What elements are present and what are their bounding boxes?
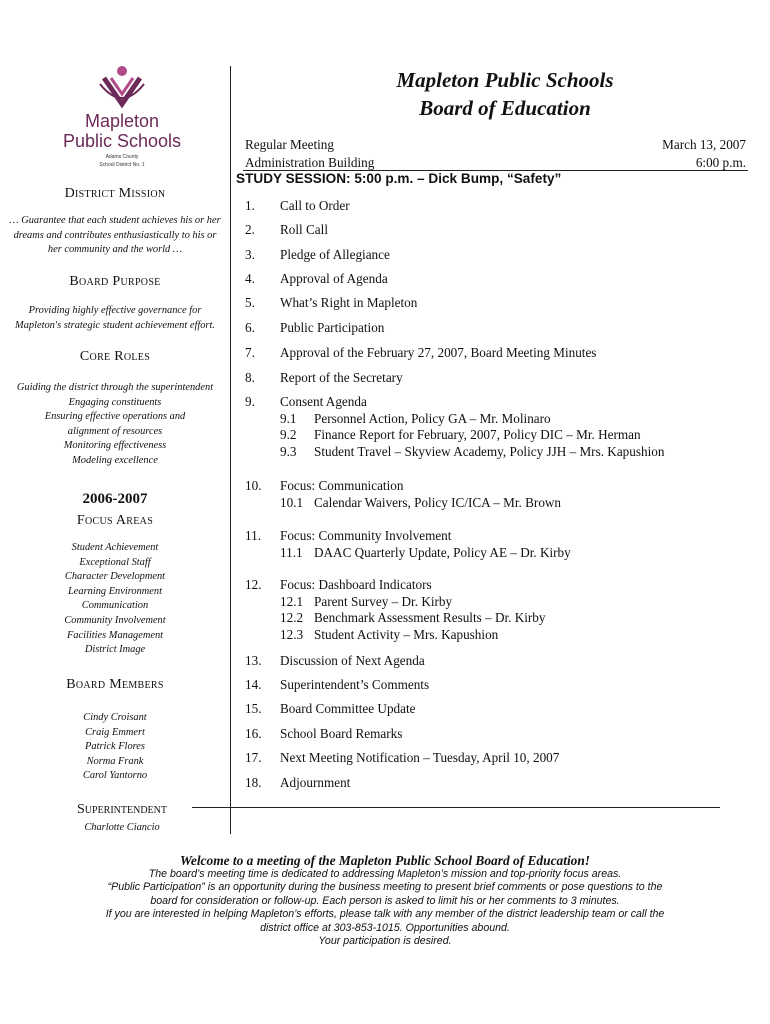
agenda-item-number: 8. xyxy=(245,370,255,385)
agenda-item-text: Superintendent’s Comments xyxy=(280,677,430,692)
footer-line: The board’s meeting time is dedicated to addressing Mapleton’s mission and top-priority focus areas. xyxy=(148,868,622,880)
board-member-item: Carol Yantorno xyxy=(82,770,148,782)
core-role-item: Guiding the district through the superintendent xyxy=(16,382,214,393)
board-members-list xyxy=(9,711,221,784)
agenda-item-number: 10. xyxy=(245,478,262,493)
purpose-heading: Board Purpose xyxy=(69,274,161,289)
agenda-subitem-text: Personnel Action, Policy GA – Mr. Molinaro xyxy=(314,410,551,426)
focus-areas-list xyxy=(9,541,221,658)
agenda-item-text: Next Meeting Notification – Tuesday, April 10, 2007 xyxy=(280,750,560,765)
board-member-item: Craig Emmert xyxy=(85,726,145,738)
agenda-item-number: 12. xyxy=(245,577,262,592)
core-roles-list xyxy=(9,381,221,469)
page-title-line2: Board of Education xyxy=(419,96,591,120)
core-roles-heading: Core Roles xyxy=(79,349,151,364)
footer-line: If you are interested in helping Mapleton’s efforts, please talk with any member of the district leadership team or call the xyxy=(105,908,665,921)
logo-name-line2: Public Schools xyxy=(62,131,182,151)
agenda-item-text: What’s Right in Mapleton xyxy=(280,295,418,310)
agenda-item-number: 11. xyxy=(245,528,261,543)
agenda-item-text: Approval of Agenda xyxy=(280,271,388,286)
board-member-item: Patrick Flores xyxy=(85,741,145,753)
agenda-item-number: 5. xyxy=(245,295,255,310)
focus-area-item: Learning Environment xyxy=(68,585,162,597)
focus-area-item: District Image xyxy=(84,644,146,656)
footer-text xyxy=(0,868,770,948)
meeting-location: Administration Building xyxy=(245,155,375,170)
agenda-item-text: Consent Agenda xyxy=(280,394,367,409)
board-member-item: Norma Frank xyxy=(86,755,144,767)
meeting-type: Regular Meeting xyxy=(245,137,334,152)
logo-emblem-icon xyxy=(98,64,146,110)
agenda-item-number: 4. xyxy=(245,271,255,286)
mission-heading: District Mission xyxy=(64,186,166,201)
agenda-item-text: Public Participation xyxy=(280,320,385,335)
agenda-item-number: 1. xyxy=(245,198,255,213)
agenda-subitem-number: 12.2 xyxy=(280,610,304,626)
mission-text: … Guarantee that each student achieves his or her dreams and contributes enthusiastically to his or her community and the world … xyxy=(9,215,221,256)
welcome-message: Welcome to a meeting of the Mapleton Public School Board of Education! xyxy=(179,853,591,868)
agenda-item-text: Roll Call xyxy=(280,222,328,237)
agenda-item-number: 2. xyxy=(245,222,255,237)
agenda-subitem-text: Student Activity – Mrs. Kapushion xyxy=(314,626,499,642)
year-heading: 2006-2007 xyxy=(82,491,148,507)
agenda-item-number: 13. xyxy=(245,653,262,668)
agenda-item-text: Focus: Community Involvement xyxy=(280,528,452,543)
core-role-item: Modeling excellence xyxy=(72,454,158,466)
core-role-item: Monitoring effectiveness xyxy=(63,440,167,452)
core-role-item: Ensuring effective operations and xyxy=(44,411,186,423)
core-role-item: alignment of resources xyxy=(67,425,163,437)
agenda-item-text: Approval of the February 27, 2007, Board Meeting Minutes xyxy=(280,345,597,360)
agenda-item-number: 7. xyxy=(245,345,255,360)
meeting-date: March 13, 2007 xyxy=(662,137,746,152)
column-divider xyxy=(230,66,231,834)
superintendent-heading: Superintendent xyxy=(52,802,192,818)
focus-area-item: Facilities Management xyxy=(66,629,164,641)
agenda-item-number: 14. xyxy=(245,677,262,692)
footer-line: board for consideration or follow-up. Each person is asked to limit his or her comments to 3 minutes. xyxy=(150,894,620,907)
board-member-item: Cindy Croisant xyxy=(83,712,147,723)
footer-line: district office at 303-853-1015. Opportunities abound. xyxy=(260,921,510,934)
agenda-item-text: Call to Order xyxy=(280,198,350,213)
focus-area-item: Communication xyxy=(81,600,149,612)
agenda-item-text: Focus: Communication xyxy=(280,478,404,493)
agenda-item-number: 17. xyxy=(245,750,262,765)
study-session: STUDY SESSION: 5:00 p.m. – Dick Bump, “Safety” xyxy=(236,171,562,186)
agenda-item-number: 18. xyxy=(245,775,262,790)
agenda-subitem-number: 10.1 xyxy=(280,494,304,510)
logo-sub-line1: Adams County xyxy=(105,154,139,160)
agenda-item-text: Pledge of Allegiance xyxy=(280,247,390,262)
agenda-subitem-text: Parent Survey – Dr. Kirby xyxy=(314,593,453,609)
agenda-subitem-text: Finance Report for February, 2007, Policy DIC – Mr. Herman xyxy=(314,427,641,443)
district-logo xyxy=(62,64,182,168)
agenda-item-text: Adjournment xyxy=(280,775,351,790)
agenda-item-number: 16. xyxy=(245,726,262,741)
footer-line: “Public Participation” is an opportunity during the business meeting to present brief comments or pose questions to the xyxy=(107,881,663,894)
focus-area-item: Exceptional Staff xyxy=(79,556,151,568)
agenda-item-text: Report of the Secretary xyxy=(280,370,403,385)
footer-line: Your participation is desired. xyxy=(318,935,452,948)
purpose-text: Providing highly effective governance for Mapleton's strategic student achievement effort. xyxy=(15,305,215,331)
agenda-item-text: School Board Remarks xyxy=(280,726,403,741)
agenda-subitem-number: 12.3 xyxy=(280,626,304,642)
logo-name-line1: Mapleton xyxy=(84,111,160,131)
agenda-item-number: 15. xyxy=(245,701,262,716)
agenda-subitem-text: Calendar Waivers, Policy IC/ICA – Mr. Brown xyxy=(314,494,562,510)
agenda-subitem-text: Student Travel – Skyview Academy, Policy JJH – Mrs. Kapushion xyxy=(314,443,665,459)
agenda-item-text: Discussion of Next Agenda xyxy=(280,653,425,668)
superintendent-name: Charlotte Ciancio xyxy=(84,822,160,833)
board-members-heading: Board Members xyxy=(66,677,164,692)
agenda-subitem-text: Benchmark Assessment Results – Dr. Kirby xyxy=(314,610,546,626)
core-role-item: Engaging constituents xyxy=(68,396,162,408)
agenda-subitem-number: 9.1 xyxy=(280,410,297,426)
agenda-subitem-number: 12.1 xyxy=(280,593,304,609)
focus-area-item: Character Development xyxy=(64,571,166,583)
agenda-subitem-number: 9.3 xyxy=(280,443,297,459)
agenda-item-text: Board Committee Update xyxy=(280,701,416,716)
logo-sub-line2: School District No. 1 xyxy=(99,162,145,168)
agenda-subitem-number: 11.1 xyxy=(280,544,303,560)
agenda-item-number: 9. xyxy=(245,394,255,409)
focus-areas-heading: Focus Areas xyxy=(76,513,154,528)
agenda-item-number: 3. xyxy=(245,247,255,262)
agenda-item-text: Focus: Dashboard Indicators xyxy=(280,577,432,592)
page-title-line1: Mapleton Public Schools xyxy=(396,68,614,92)
agenda-subitem-number: 9.2 xyxy=(280,427,297,443)
agenda-subitem-text: DAAC Quarterly Update, Policy AE – Dr. Kirby xyxy=(314,544,571,560)
focus-area-item: Student Achievement xyxy=(71,542,159,553)
meeting-time: 6:00 p.m. xyxy=(695,155,746,170)
agenda-item-number: 6. xyxy=(245,320,255,335)
focus-area-item: Community Involvement xyxy=(64,614,166,626)
